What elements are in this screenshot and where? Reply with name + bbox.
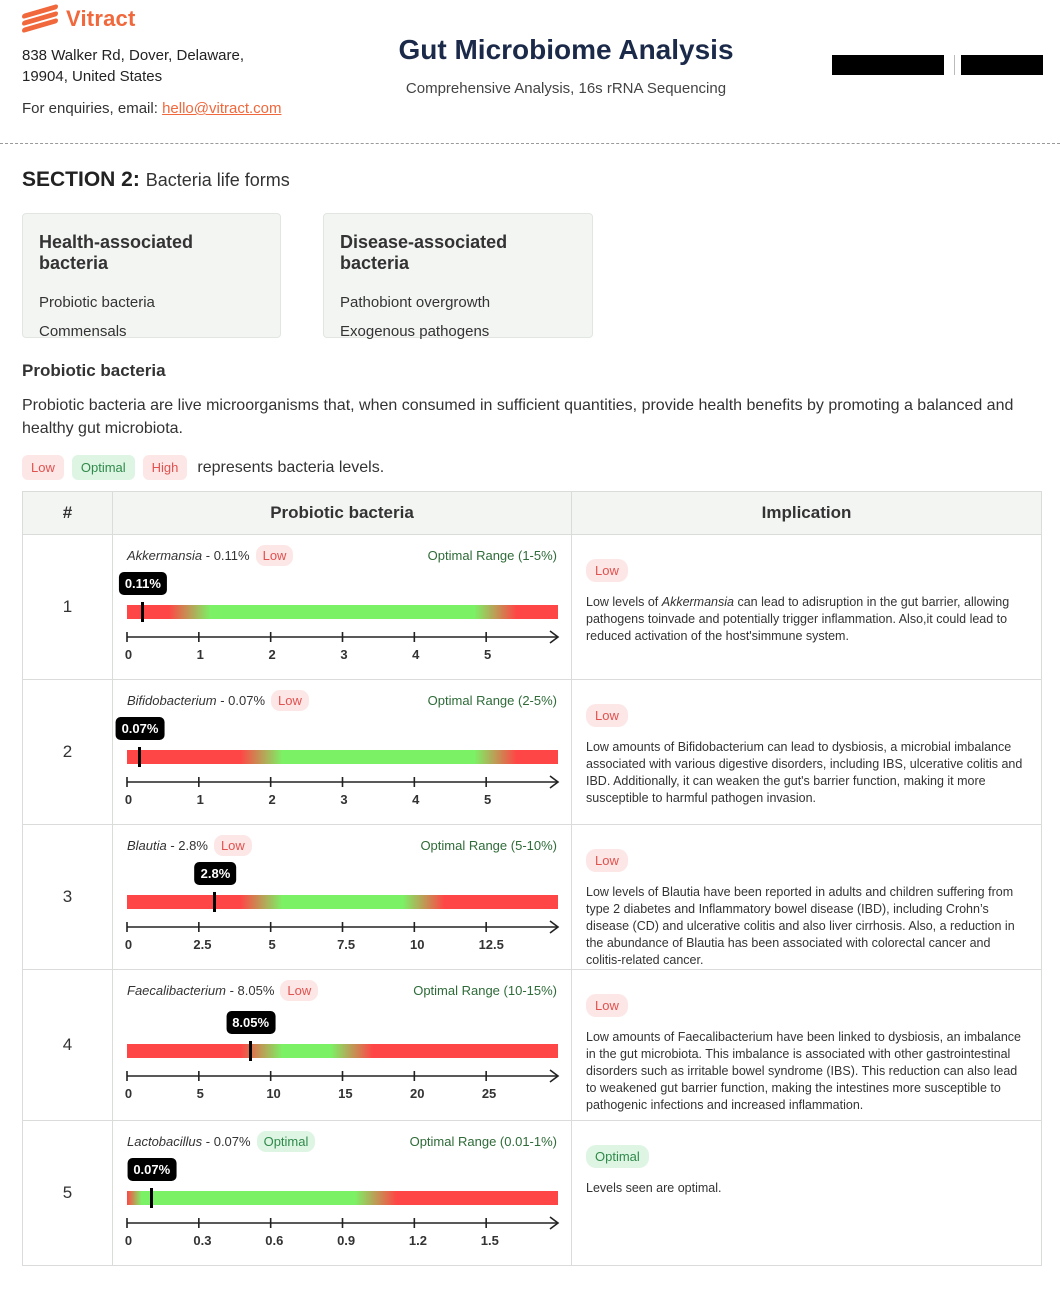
row-number: 1 bbox=[23, 535, 113, 680]
axis-tick-label: 0 bbox=[124, 1233, 133, 1248]
disease-bacteria-card bbox=[323, 213, 593, 338]
enquiry-line bbox=[22, 100, 282, 117]
card-item: Commensals bbox=[39, 323, 127, 340]
implication-cell bbox=[572, 1121, 1042, 1266]
table-row bbox=[23, 535, 1042, 680]
gauge-axis bbox=[124, 1217, 558, 1248]
axis-tick-label: 15 bbox=[338, 1086, 353, 1101]
address-line-2: 19904, United States bbox=[22, 68, 163, 85]
axis-tick-label: 1.2 bbox=[408, 1233, 427, 1248]
gauge-axis bbox=[124, 776, 558, 807]
legend-text: represents bacteria levels. bbox=[197, 458, 385, 476]
bacteria-name-group bbox=[127, 835, 252, 856]
card-item: Probiotic bacteria bbox=[39, 294, 155, 311]
table-row bbox=[23, 970, 1042, 1121]
axis-tick-label: 0 bbox=[124, 792, 133, 807]
level-gauge-bar bbox=[127, 866, 558, 909]
axis-tick-label: 0.6 bbox=[265, 1233, 284, 1248]
axis-tick-label: 0 bbox=[124, 647, 133, 662]
health-bacteria-card bbox=[22, 213, 281, 338]
bacteria-cell bbox=[113, 1121, 572, 1266]
probiotic-heading: Probiotic bacteria bbox=[22, 361, 166, 380]
redacted-block bbox=[961, 55, 1043, 75]
implication-badge: Low bbox=[586, 994, 628, 1017]
axis-tick-label: 1.5 bbox=[480, 1233, 499, 1248]
table-row bbox=[23, 680, 1042, 825]
level-marker bbox=[213, 892, 216, 912]
legend-high-badge: High bbox=[143, 455, 188, 480]
optimal-range: Optimal Range (1-5%) bbox=[427, 548, 557, 563]
row-number: 3 bbox=[23, 825, 113, 970]
level-tooltip: 8.05% bbox=[226, 1011, 275, 1034]
bacteria-label bbox=[127, 983, 274, 998]
status-badge: Optimal bbox=[257, 1131, 316, 1152]
probiotic-table bbox=[22, 491, 1042, 1266]
level-marker bbox=[150, 1188, 153, 1208]
axis-line bbox=[127, 776, 558, 792]
axis-tick-label: 7.5 bbox=[337, 937, 356, 952]
level-legend bbox=[22, 455, 384, 480]
company-address bbox=[22, 45, 244, 87]
card-title: Health-associated bacteria bbox=[39, 232, 194, 273]
axis-tick-label: 5 bbox=[268, 937, 276, 952]
bacteria-name-group bbox=[127, 690, 309, 711]
brand-logo bbox=[22, 6, 135, 32]
implication-text-a: Low levels of bbox=[586, 595, 662, 609]
axis-tick-label: 20 bbox=[409, 1086, 425, 1101]
bacteria-value: - 2.8% bbox=[166, 838, 208, 853]
bacteria-name: Lactobacillus bbox=[127, 1134, 203, 1149]
status-badge: Low bbox=[256, 545, 294, 566]
implication-text-a: Low amounts of Bifidobacterium can lead to dysbiosis, a microbial imbalance associated with various digestive disorders, including IBS, ulcerative colitis and IBD. Additionally, it can weaken the gut's barrier function, making it more susceptible to harmful pathogen invasion. bbox=[586, 740, 1023, 805]
axis-tick-label: 2 bbox=[268, 647, 276, 662]
logo-icon bbox=[22, 7, 60, 31]
bacteria-name-group bbox=[127, 980, 318, 1001]
enquiry-prefix: For enquiries, email: bbox=[22, 100, 163, 117]
axis-tick-label: 5 bbox=[483, 792, 492, 807]
card-item: Pathobiont overgrowth bbox=[340, 294, 491, 311]
implication-text-emphasis: Akkermansia bbox=[661, 595, 734, 609]
level-gauge-bar bbox=[124, 576, 558, 619]
status-badge: Low bbox=[214, 835, 252, 856]
axis-tick-label: 5 bbox=[483, 647, 492, 662]
legend-low-badge: Low bbox=[22, 455, 64, 480]
bacteria-name: Bifidobacterium bbox=[127, 693, 217, 708]
bacteria-value: - 0.07% bbox=[216, 693, 266, 708]
axis-tick-label: 10 bbox=[266, 1086, 281, 1101]
bacteria-name-group bbox=[127, 1131, 315, 1152]
implication-text bbox=[586, 739, 1027, 807]
bacteria-name: Faecalibacterium bbox=[127, 983, 226, 998]
implication-badge: Optimal bbox=[586, 1145, 649, 1168]
implication-badge: Low bbox=[586, 559, 628, 582]
gauge-axis bbox=[124, 631, 558, 662]
section-label: SECTION 2: bbox=[22, 168, 140, 191]
report-title: Gut Microbiome Analysis bbox=[398, 34, 734, 65]
level-tooltip: 0.07% bbox=[116, 717, 165, 740]
level-gauge-bar bbox=[121, 721, 558, 764]
axis-line bbox=[127, 1070, 558, 1086]
bacteria-label bbox=[127, 548, 250, 563]
optimal-range: Optimal Range (5-10%) bbox=[420, 838, 557, 853]
status-badge: Low bbox=[280, 980, 318, 1001]
gauge-axis bbox=[124, 1070, 558, 1101]
level-gauge-bar bbox=[127, 1162, 558, 1205]
column-header-bacteria: Probiotic bacteria bbox=[113, 492, 572, 535]
axis-tick-label: 1 bbox=[196, 792, 204, 807]
implication-badge: Low bbox=[586, 849, 628, 872]
bacteria-value: - 8.05% bbox=[226, 983, 275, 998]
bacteria-cell bbox=[113, 970, 572, 1121]
card-item: Exogenous pathogens bbox=[340, 323, 490, 340]
optimal-range: Optimal Range (2-5%) bbox=[427, 693, 557, 708]
level-marker bbox=[141, 602, 144, 622]
implication-cell bbox=[572, 535, 1042, 680]
bacteria-header bbox=[127, 690, 557, 711]
bacteria-header bbox=[127, 980, 557, 1001]
axis-tick-label: 3 bbox=[340, 792, 348, 807]
axis-tick-label: 2.5 bbox=[193, 937, 212, 952]
axis-tick-label: 10 bbox=[409, 937, 425, 952]
implication-badge: Low bbox=[586, 704, 628, 727]
axis-line bbox=[127, 631, 558, 647]
bacteria-label bbox=[127, 838, 208, 853]
implication-cell bbox=[572, 825, 1042, 970]
bacteria-label bbox=[127, 1134, 251, 1149]
bacteria-header bbox=[127, 545, 557, 566]
bacteria-name: Blautia bbox=[127, 838, 167, 853]
implication-text bbox=[586, 884, 1027, 969]
axis-line bbox=[127, 921, 558, 937]
bacteria-cell bbox=[113, 680, 572, 825]
implication-text bbox=[586, 594, 1027, 645]
probiotic-description: Probiotic bacteria are live microorganisms that, when consumed in sufficient quantities, provide health benefits by promoting a balanced and healthy gut microbiota. bbox=[22, 397, 1014, 437]
axis-tick-label: 4 bbox=[412, 647, 420, 662]
report-subtitle: Comprehensive Analysis, 16s rRNA Sequencing bbox=[405, 80, 727, 97]
level-tooltip: 0.07% bbox=[127, 1158, 176, 1181]
axis-tick-label: 4 bbox=[412, 792, 420, 807]
header-divider bbox=[0, 143, 1060, 144]
legend-optimal-badge: Optimal bbox=[72, 455, 135, 480]
implication-text bbox=[586, 1180, 1027, 1197]
redacted-separator bbox=[954, 55, 955, 75]
column-header-implication: Implication bbox=[572, 492, 1042, 535]
axis-tick-label: 25 bbox=[481, 1086, 497, 1101]
axis-tick-label: 0.9 bbox=[337, 1233, 356, 1248]
implication-text bbox=[586, 1029, 1027, 1114]
table-row bbox=[23, 825, 1042, 970]
implication-cell bbox=[572, 680, 1042, 825]
gauge-axis bbox=[124, 921, 558, 952]
axis-line bbox=[127, 1217, 558, 1233]
bacteria-header bbox=[127, 835, 557, 856]
bacteria-name: Akkermansia bbox=[127, 548, 203, 563]
bacteria-cell bbox=[113, 535, 572, 680]
bacteria-cell bbox=[113, 825, 572, 970]
email-link[interactable]: hello@vitract.com bbox=[162, 100, 282, 117]
axis-tick-label: 0 bbox=[124, 1086, 133, 1101]
implication-text-a: Low amounts of Faecalibacterium have been linked to dysbiosis, an imbalance in the gut microbiota. This imbalance is associated with other gastrointestinal disorders such as irritable bowel syndrome (IBS). This reduction can also lead to weakened gut barrier function, making the intestines more susceptible to pathogenic infections and increased inflammation. bbox=[586, 1030, 1021, 1112]
column-header-number: # bbox=[23, 492, 113, 535]
address-line-1: 838 Walker Rd, Dover, Delaware, bbox=[22, 47, 245, 64]
axis-tick-label: 2 bbox=[268, 792, 276, 807]
axis-tick-label: 0 bbox=[124, 937, 133, 952]
axis-tick-label: 5 bbox=[196, 1086, 204, 1101]
level-tooltip: 2.8% bbox=[195, 862, 237, 885]
axis-tick-label: 3 bbox=[340, 647, 348, 662]
implication-text-a: Low levels of Blautia have been reported in adults and children suffering from type 2 diabetes and Inflammatory bowel disease (IBD), including Crohn’s disease (CD) and ulcerative colitis and also liver cirrhosis. Also, a reduction in the abundance of Blautia has been associated with colorectal cancer and colitis-related cancer. bbox=[586, 885, 1015, 967]
level-tooltip: 0.11% bbox=[119, 572, 167, 595]
bacteria-value: - 0.11% bbox=[202, 548, 250, 563]
section-heading bbox=[22, 168, 290, 192]
bacteria-name-group bbox=[127, 545, 293, 566]
optimal-range: Optimal Range (0.01-1%) bbox=[409, 1134, 557, 1149]
implication-cell bbox=[572, 970, 1042, 1121]
optimal-range: Optimal Range (10-15%) bbox=[413, 983, 557, 998]
implication-text-a: Levels seen are optimal. bbox=[586, 1181, 722, 1195]
redacted-block bbox=[832, 55, 944, 75]
status-badge: Low bbox=[271, 690, 309, 711]
section-name: Bacteria life forms bbox=[145, 170, 290, 190]
level-marker bbox=[138, 747, 141, 767]
level-marker bbox=[249, 1041, 252, 1061]
bacteria-header bbox=[127, 1131, 557, 1152]
card-title: Disease-associated bacteria bbox=[340, 232, 508, 273]
row-number: 4 bbox=[23, 970, 113, 1121]
implication-text-b: can lead to adisruption in the gut barrier, allowing pathogens toinvade and potentially trigger inflammation. Also,it could lead to reduced activation of the host'simmune system. bbox=[586, 595, 1010, 643]
brand-name: Vitract bbox=[66, 6, 136, 31]
table-row bbox=[23, 1121, 1042, 1266]
bacteria-label bbox=[127, 693, 265, 708]
axis-tick-label: 1 bbox=[196, 647, 204, 662]
row-number: 5 bbox=[23, 1121, 113, 1266]
axis-tick-label: 12.5 bbox=[478, 937, 504, 952]
level-gauge-bar bbox=[127, 1015, 558, 1058]
bacteria-value: - 0.07% bbox=[202, 1134, 251, 1149]
row-number: 2 bbox=[23, 680, 113, 825]
axis-tick-label: 0.3 bbox=[193, 1233, 212, 1248]
